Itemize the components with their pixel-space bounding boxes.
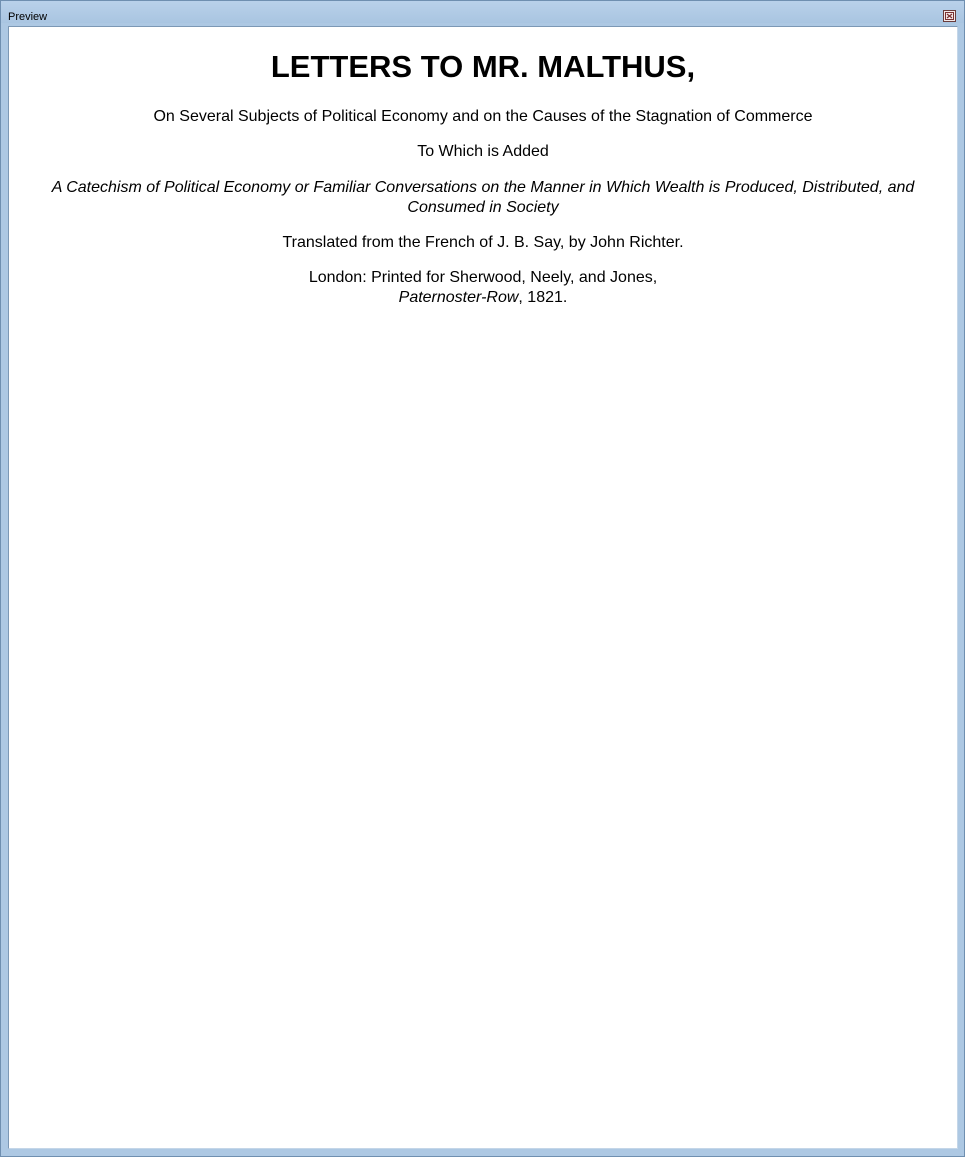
catechism-title: A Catechism of Political Economy or Familiar Conversations on the Manner in Which Wealth is Produced, Distributed, and Consumed in Society <box>51 179 915 216</box>
imprint <box>49 268 917 308</box>
preview-content <box>8 26 958 1149</box>
imprint-year: , 1821. <box>518 289 568 306</box>
translator-line: Translated from the French of J. B. Say, by John Richter. <box>282 234 684 251</box>
close-icon <box>945 12 954 20</box>
window-title: Preview <box>8 11 48 23</box>
imprint-place: Paternoster-Row <box>398 289 519 306</box>
document-subtitle: On Several Subjects of Political Economy and on the Causes of the Stagnation of Commerce <box>153 108 813 125</box>
imprint-publisher: London: Printed for Sherwood, Neely, and Jones, <box>308 269 658 286</box>
window-titlebar[interactable] <box>1 1 964 23</box>
added-heading: To Which is Added <box>417 143 549 160</box>
close-button[interactable] <box>943 10 956 22</box>
document-title: LETTERS TO MR. MALTHUS, <box>270 49 696 84</box>
